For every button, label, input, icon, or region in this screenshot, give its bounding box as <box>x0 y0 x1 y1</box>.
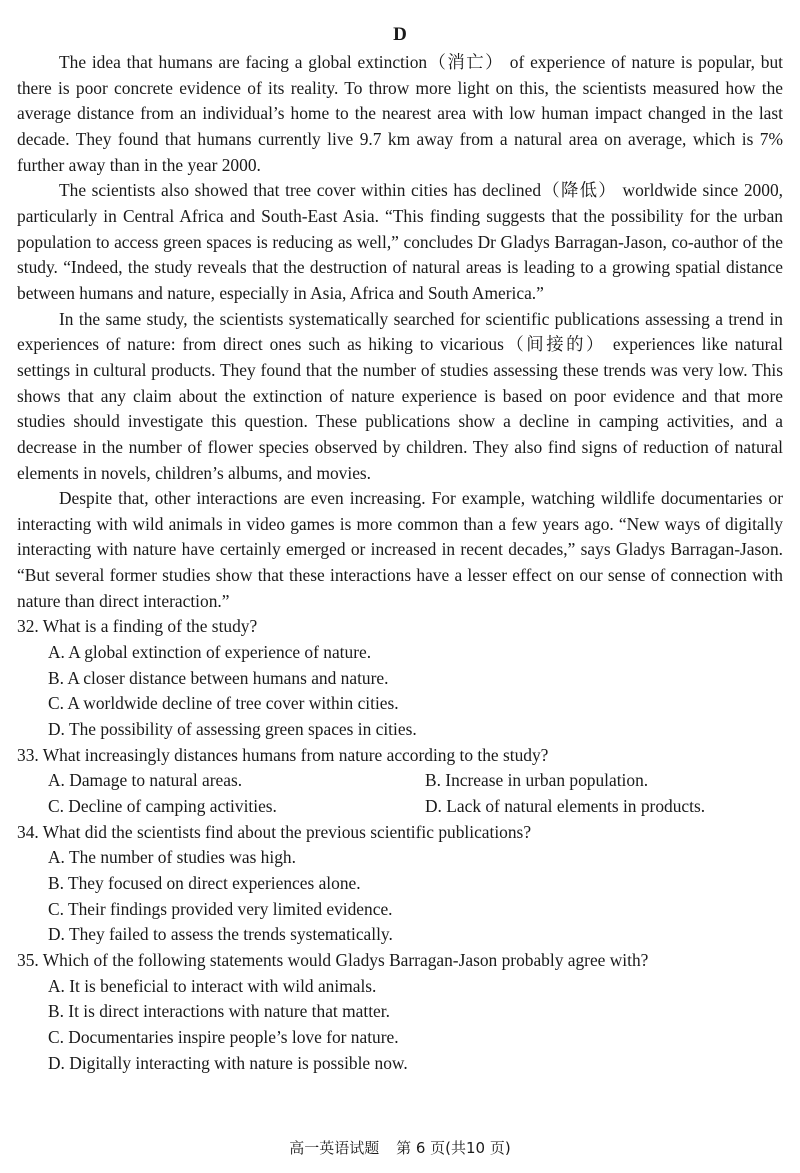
question-stem: 34. What did the scientists find about the previous scientific publications? <box>17 821 532 842</box>
option-b: B. Increase in urban population. <box>425 770 649 791</box>
option-c: C. Documentaries inspire people’s love for nature. <box>48 1026 399 1047</box>
paragraph-3: In the same study, the scientists systematically searched for scientific publications assessing a trend in experiences of nature: from direct ones such as hiking to vicarious（间接的） experiences like natural settings in cultural products. They found that the number of studies assessing these trends was very low. This shows that any claim about the extinction of nature experience is based on poor evidence and that more studies should investigate this question. These publications show a decline in camping activities, and a decrease in the number of flower species observed by children. They also find signs of reduction of natural elements in novels, children’s albums, and movies. <box>17 308 783 483</box>
question-stem: 32. What is a finding of the study? <box>17 616 258 637</box>
option-b: B. They focused on direct experiences alone. <box>48 873 361 893</box>
option-b: B. A closer distance between humans and nature. <box>48 667 389 688</box>
option-b: B. It is direct interactions with nature that matter. <box>48 1001 390 1022</box>
page-number: 第 6 页(共10 页) <box>396 1139 511 1157</box>
question-stem: 35. Which of the following statements would Gladys Barragan-Jason probably agree with? <box>17 949 649 970</box>
question-32 <box>17 614 783 742</box>
question-stem: 33. What increasingly distances humans from nature according to the study? <box>17 744 549 765</box>
option-c: C. Their findings provided very limited evidence. <box>48 898 393 919</box>
option-d: D. Digitally interacting with nature is possible now. <box>48 1052 408 1073</box>
option-c: C. A worldwide decline of tree cover within cities. <box>48 693 399 714</box>
paragraph-1: The idea that humans are facing a global extinction（消亡） of experience of nature is popular, but there is poor concrete evidence of its reality. To throw more light on this, the scientists measured how the average distance from an individual’s home to the nearest area with low human impact changed in the last decade. They found that humans currently live 9.7 km away from a natural area on average, which is 7% further away than in the year 2000. <box>17 52 783 175</box>
option-d: D. Lack of natural elements in products. <box>425 796 706 817</box>
section-title: D <box>393 24 407 45</box>
option-row <box>17 768 783 794</box>
question-34 <box>17 820 783 948</box>
question-33 <box>17 743 783 820</box>
option-c: C. Decline of camping activities. <box>48 796 277 817</box>
option-a: A. Damage to natural areas. <box>48 770 243 791</box>
paragraph-2: The scientists also showed that tree cover within cities has declined（降低） worldwide since 2000, particularly in Central Africa and South-East Asia. “This finding suggests that the possibility for the urban population to access green spaces is reducing as well,” concludes Dr Gladys Barragan-Jason, co-author of the study. “Indeed, the study reveals that the destruction of natural areas is leading to a growing spatial distance between humans and nature, especially in Asia, Africa and South America.” <box>17 180 783 303</box>
option-row <box>17 794 783 820</box>
paragraph-4: Despite that, other interactions are even increasing. For example, watching wildlife documentaries or interacting with wild animals in video games is more common than a few years ago. “New ways of digitally interacting with nature have certainly emerged or increased in recent decades,” says Gladys Barragan-Jason. “But several former studies show that these interactions have a lesser effect on our sense of connection with nature than direct interaction.” <box>17 488 783 611</box>
document-page <box>17 0 783 1076</box>
page-footer <box>0 1137 800 1158</box>
question-35 <box>17 948 783 1076</box>
option-a: A. The number of studies was high. <box>48 847 296 868</box>
option-a: A. It is beneficial to interact with wild animals. <box>48 975 377 996</box>
option-d: D. They failed to assess the trends systematically. <box>48 924 393 945</box>
option-a: A. A global extinction of experience of nature. <box>48 642 372 663</box>
option-d: D. The possibility of assessing green spaces in cities. <box>48 719 417 740</box>
exam-title: 高一英语试题 <box>289 1139 380 1157</box>
